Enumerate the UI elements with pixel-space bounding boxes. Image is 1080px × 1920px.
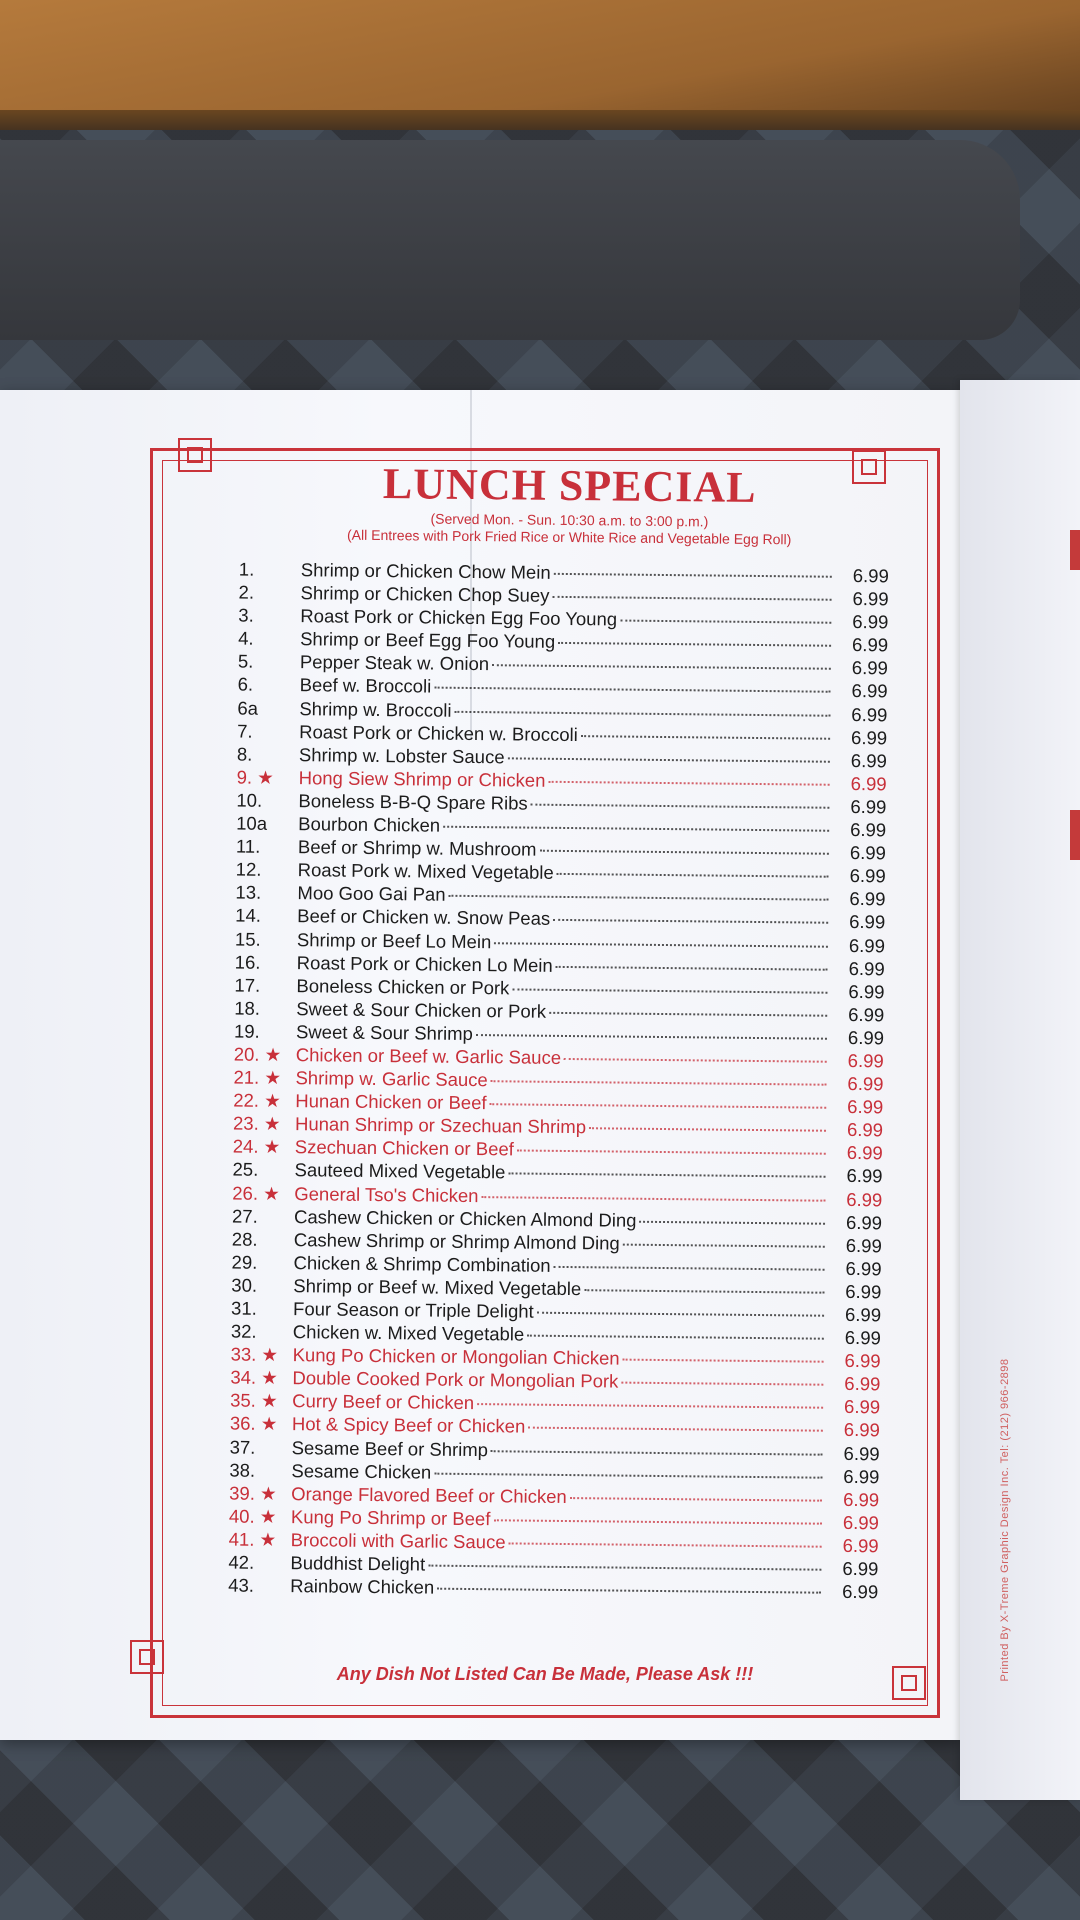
menu-item-number: 21. ★ [233,1066,282,1089]
flap-red-mark [1070,810,1080,860]
menu-item-number: 37. [229,1436,256,1458]
menu-item-number: 29. [231,1251,258,1273]
menu-title: LUNCH SPECIAL [382,459,757,512]
dot-leader [476,1034,827,1040]
menu-item-price: 6.99 [844,1327,881,1349]
menu-item-number: 20. ★ [233,1043,282,1065]
menu-item-price: 6.99 [847,1073,884,1095]
menu-item-price: 6.99 [843,1396,881,1418]
menu-item-number: 5. [237,650,254,673]
menu-item-price: 6.99 [850,749,888,772]
menu-item-name: Rainbow Chicken [290,1575,435,1598]
menu-item-number: 26. ★ [232,1182,280,1204]
menu-item-price: 6.99 [842,1557,879,1580]
menu-item-number: 11. [235,835,261,857]
menu-item-price: 6.99 [848,980,885,1003]
menu-item-name: Kung Po Shrimp or Beef [290,1505,491,1530]
menu-item-name: Sauteed Mixed Vegetable [294,1159,506,1183]
menu-item-name: Sesame Chicken [291,1459,432,1483]
menu-item-number: 24. ★ [232,1135,281,1158]
menu-item-name: Sesame Beef or Shrimp [291,1436,489,1460]
menu-item-price: 6.99 [847,1049,884,1072]
menu-item-name: Hot & Spicy Beef or Chicken [291,1413,526,1438]
menu-item-number: 38. [229,1459,256,1481]
footer-note: Any Dish Not Listed Can Be Made, Please Ask !!! [336,1664,754,1684]
menu-item-name: Bourbon Chicken [298,813,441,836]
menu-item-name: Shrimp or Chicken Chow Mein [300,559,551,583]
dot-leader [548,781,829,786]
dot-leader [481,1196,825,1202]
dot-leader [553,919,828,924]
dot-leader [552,596,831,601]
menu-item-number: 12. [235,858,262,881]
menu-item-price: 6.99 [846,1165,883,1187]
menu-item-number: 36. ★ [229,1412,278,1435]
menu-item-number: 8. [236,743,253,765]
dot-leader [549,1012,827,1017]
menu-item-number: 43. [228,1574,255,1596]
menu-item-name: Moo Goo Gai Pan [297,882,446,906]
menu-item-name: Orange Flavored Beef or Chicken [291,1482,567,1507]
menu-item-name: Roast Pork or Chicken w. Broccoli [299,720,578,745]
menu-item-name: Shrimp or Beef Egg Foo Young [300,628,556,653]
menu-item-name: Buddhist Delight [290,1552,426,1575]
menu-item-name: Double Cooked Pork or Mongolian Pork [292,1367,619,1392]
dot-leader [443,826,829,832]
menu-item-name: Chicken & Shrimp Combination [293,1251,551,1276]
dot-leader [539,850,828,855]
frame-corner-ornament [178,438,226,486]
printer-credit: Printed By X-Treme Graphic Design Inc. Tel: (212) 966-2898 [999,1358,1011,1682]
dot-leader [491,1080,827,1086]
menu-item-number: 31. [231,1297,257,1319]
menu-item-name: Boneless B-B-Q Spare Ribs [298,790,528,814]
menu-item-number: 30. [231,1274,258,1296]
menu-item-price: 6.99 [843,1465,880,1487]
menu-item-number: 10a [236,812,268,834]
dot-leader [437,1588,821,1594]
menu-item-name: Shrimp w. Garlic Sauce [295,1067,488,1091]
dot-leader [620,620,831,624]
menu-item-name: Shrimp or Chicken Chop Suey [300,582,550,606]
menu-item-name: Szechuan Chicken or Beef [294,1136,514,1160]
menu-item-price: 6.99 [848,1003,885,1026]
menu-item-name: Kung Po Chicken or Mongolian Chicken [292,1344,620,1369]
dot-leader [508,1173,825,1178]
menu-item-price: 6.99 [842,1511,880,1534]
menu-item-number: 17. [234,974,261,996]
menu-item-price: 6.99 [845,1211,883,1233]
dot-leader [491,1450,823,1455]
menu-item-price: 6.99 [848,957,885,979]
menu-item-number: 13. [235,881,262,904]
menu-item-price: 6.99 [846,1188,883,1210]
menu-item-name: Roast Pork or Chicken Lo Mein [296,951,553,976]
menu-item-price: 6.99 [851,703,888,725]
menu-item-number: 22. ★ [233,1089,281,1112]
menu-item-price: 6.99 [848,934,886,956]
menu-item-price: 6.99 [843,1488,880,1511]
served-hours: (Served Mon. - Sun. 10:30 a.m. to 3:00 p.m.) [430,510,709,530]
menu-item-name: Sweet & Sour Shrimp [295,1021,473,1044]
dot-leader [493,1519,822,1524]
menu-item-number: 18. [234,997,261,1019]
menu-content [228,459,890,1605]
menu-item-price: 6.99 [844,1373,881,1395]
dot-leader [512,988,827,993]
menu-item-number: 32. [230,1320,257,1342]
dot-leader [623,1243,825,1247]
dot-leader [554,1266,825,1271]
menu-item-name: General Tso's Chicken [294,1182,479,1206]
couch-cushion [0,140,1020,340]
menu-item-price: 6.99 [851,680,888,702]
dot-leader [623,1359,824,1363]
dot-leader [639,1220,825,1224]
menu-item-price: 6.99 [845,1234,882,1257]
menu-item-price: 6.99 [847,1096,884,1118]
menu-item-price: 6.99 [843,1419,880,1441]
menu-item-price: 6.99 [846,1142,883,1164]
menu-item-price: 6.99 [850,772,887,795]
menu-item-price: 6.99 [849,842,887,864]
menu-item-number: 39. ★ [229,1482,277,1504]
menu-item-price: 6.99 [849,911,886,933]
menu-item-name: Chicken or Beef w. Garlic Sauce [295,1044,562,1068]
menu-item-price: 6.99 [842,1581,879,1603]
menu-item-name: Sweet & Sour Chicken or Pork [296,997,547,1022]
menu-item-number: 10. [236,789,263,811]
dot-leader [449,895,829,901]
dot-leader [528,1427,823,1432]
dot-leader [558,642,831,647]
menu-item-name: Shrimp or Beef w. Mixed Vegetable [293,1275,582,1300]
dot-leader [492,665,831,671]
menu-item-name: Cashew Shrimp or Shrimp Almond Ding [293,1228,620,1254]
dot-leader [428,1565,821,1571]
menu-item-number: 3. [238,604,254,626]
flap-red-mark [1070,530,1080,570]
dot-leader [477,1403,823,1409]
menu-item-number: 41. ★ [228,1528,277,1550]
menu-item-name: Beef or Chicken w. Snow Peas [297,905,551,930]
menu-item-number: 1. [238,558,255,580]
menu-item-name: Hong Siew Shrimp or Chicken [298,767,546,791]
menu-flap [960,380,1080,1800]
menu-item-name: Curry Beef or Chicken [292,1390,475,1414]
menu-item-number: 19. [233,1020,260,1042]
menu-item-name: Shrimp or Beef Lo Mein [296,928,492,952]
dot-leader [621,1382,823,1386]
dot-leader [537,1312,824,1317]
menu-item-number: 6a [237,697,259,719]
menu-item-name: Beef w. Broccoli [299,674,432,698]
entrees-note: (All Entrees with Pork Fried Rice or White Rice and Vegetable Egg Roll) [346,526,792,548]
menu-item-price: 6.99 [852,564,889,587]
dot-leader [527,1335,824,1340]
dot-leader [564,1058,827,1063]
dot-leader [554,573,832,578]
menu-item-number: 4. [238,627,254,649]
menu-item-name: Shrimp w. Lobster Sauce [298,743,505,768]
dot-leader [557,873,829,878]
menu-item-price: 6.99 [846,1119,884,1141]
menu-item-number: 25. [232,1158,259,1181]
menu-item-name: Shrimp w. Broccoli [299,697,452,721]
menu-item-price: 6.99 [851,634,889,656]
menu-item-name: Four Season or Triple Delight [293,1298,534,1322]
menu-item-price: 6.99 [847,1026,885,1049]
menu-item-price: 6.99 [852,588,889,610]
menu-item-price: 6.99 [844,1303,882,1326]
menu-item-number: 16. [234,951,261,973]
menu-item-number: 40. ★ [228,1505,277,1527]
menu-item-name: Pepper Steak w. Onion [299,651,490,675]
menu-item-number: 7. [237,720,253,742]
dot-leader [455,710,831,716]
dot-leader [494,942,828,947]
dot-leader [517,1150,826,1155]
dot-leader [508,757,830,762]
dot-leader [556,965,828,970]
menu-item-name: Beef or Shrimp w. Mushroom [297,836,537,860]
menu-item-number: 2. [238,581,255,603]
menu-item-name: Roast Pork w. Mixed Vegetable [297,859,554,884]
menu-item-name: Hunan Chicken or Beef [295,1090,487,1114]
menu-item-name: Cashew Chicken or Chicken Almond Ding [293,1205,637,1231]
menu-item-name: Hunan Shrimp or Szechuan Shrimp [294,1113,587,1138]
menu-item-number: 33. ★ [230,1343,279,1366]
dot-leader [490,1103,827,1109]
dot-leader [581,735,830,740]
menu-item-number: 28. [231,1228,258,1250]
menu-item-price: 6.99 [843,1442,880,1464]
menu-item-price: 6.99 [850,818,887,841]
menu-item-price: 6.99 [850,795,887,818]
menu-item-name: Broccoli with Garlic Sauce [290,1529,506,1553]
menu-item-number: 6. [237,674,254,696]
menu-item-price: 6.99 [844,1350,881,1372]
menu-item-price: 6.99 [849,865,886,887]
menu-item-name: Roast Pork or Chicken Egg Foo Young [300,605,618,630]
menu-item-number: 35. ★ [230,1389,278,1412]
menu-item-price: 6.99 [851,726,888,748]
dot-leader [531,804,830,809]
menu-item-price: 6.99 [851,657,888,679]
menu-list [228,559,889,1605]
menu-item-number: 42. [228,1551,255,1573]
dot-leader [434,1472,822,1478]
menu-item-number: 34. ★ [230,1366,278,1389]
menu-item-number: 23. ★ [232,1112,281,1135]
menu-item-price: 6.99 [842,1534,879,1557]
menu-item-price: 6.99 [849,888,886,910]
menu-item-number: 9. ★ [236,766,274,788]
menu-item-price: 6.99 [852,611,889,633]
dot-leader [434,687,830,693]
menu-item-name: Chicken w. Mixed Vegetable [292,1321,525,1345]
menu-item-price: 6.99 [845,1280,882,1303]
menu-item-number: 15. [234,928,261,950]
dot-leader [509,1542,822,1547]
menu-item-name: Boneless Chicken or Pork [296,974,510,999]
dot-leader [584,1289,824,1294]
menu-item-number: 27. [231,1205,258,1227]
dot-leader [589,1127,826,1131]
menu-item-number: 14. [235,904,262,927]
menu-item-price: 6.99 [845,1257,882,1280]
dot-leader [570,1497,822,1502]
